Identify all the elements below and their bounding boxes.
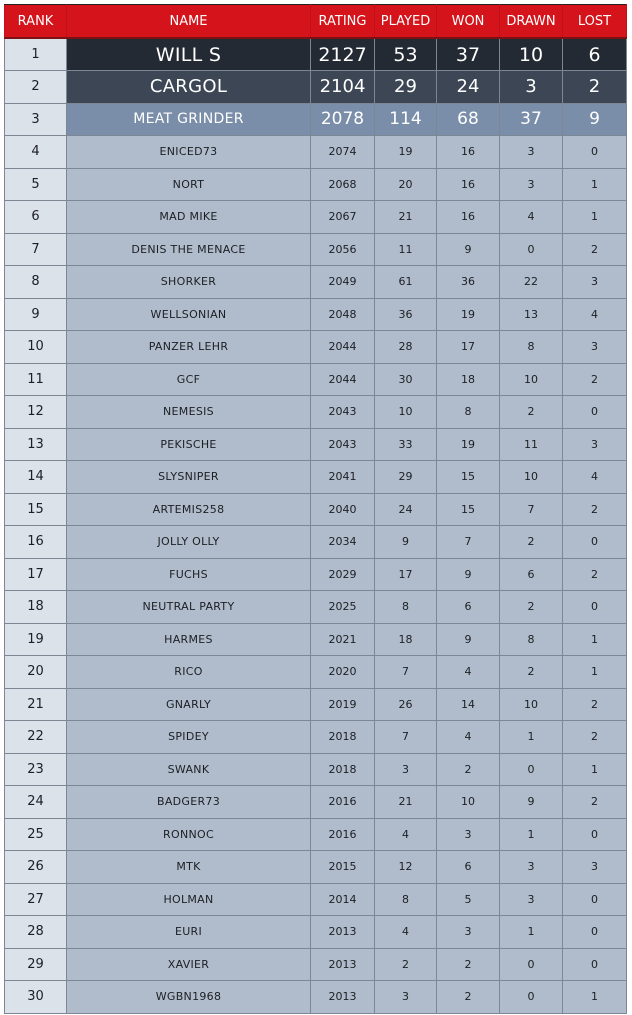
cell-won: 9 <box>437 233 500 266</box>
table-row <box>5 591 627 624</box>
cell-played: 30 <box>375 363 437 396</box>
header-rating[interactable]: RATING <box>311 5 375 39</box>
cell-rating: 2043 <box>311 396 375 429</box>
cell-rank: 23 <box>5 753 67 786</box>
cell-name: PANZER LEHR <box>67 331 311 364</box>
cell-name: PEKISCHE <box>67 428 311 461</box>
cell-won: 3 <box>437 916 500 949</box>
table-row <box>5 526 627 559</box>
table-row <box>5 688 627 721</box>
cell-drawn: 0 <box>500 981 563 1014</box>
cell-played: 7 <box>375 721 437 754</box>
cell-rank: 3 <box>5 103 67 136</box>
cell-lost: 1 <box>563 753 627 786</box>
cell-rank: 14 <box>5 461 67 494</box>
cell-rating: 2013 <box>311 948 375 981</box>
table-row <box>5 298 627 331</box>
cell-name: BADGER73 <box>67 786 311 819</box>
cell-name: ENICED73 <box>67 136 311 169</box>
cell-lost: 2 <box>563 363 627 396</box>
cell-rating: 2044 <box>311 331 375 364</box>
table-row <box>5 396 627 429</box>
cell-name: FUCHS <box>67 558 311 591</box>
cell-won: 24 <box>437 71 500 104</box>
cell-won: 9 <box>437 623 500 656</box>
table-row <box>5 38 627 71</box>
cell-rank: 30 <box>5 981 67 1014</box>
cell-played: 4 <box>375 818 437 851</box>
cell-played: 2 <box>375 948 437 981</box>
cell-played: 21 <box>375 786 437 819</box>
leaderboard-table <box>4 4 627 1014</box>
cell-lost: 4 <box>563 298 627 331</box>
cell-drawn: 1 <box>500 721 563 754</box>
cell-won: 16 <box>437 136 500 169</box>
cell-name: NORT <box>67 168 311 201</box>
cell-rank: 27 <box>5 883 67 916</box>
cell-rating: 2067 <box>311 201 375 234</box>
cell-won: 8 <box>437 396 500 429</box>
cell-rank: 11 <box>5 363 67 396</box>
cell-lost: 1 <box>563 656 627 689</box>
cell-played: 61 <box>375 266 437 299</box>
cell-rating: 2049 <box>311 266 375 299</box>
cell-won: 17 <box>437 331 500 364</box>
cell-played: 8 <box>375 883 437 916</box>
cell-played: 3 <box>375 981 437 1014</box>
cell-won: 37 <box>437 38 500 71</box>
cell-rating: 2018 <box>311 753 375 786</box>
cell-lost: 0 <box>563 136 627 169</box>
cell-rank: 28 <box>5 916 67 949</box>
cell-won: 6 <box>437 851 500 884</box>
cell-rank: 1 <box>5 38 67 71</box>
table-row <box>5 851 627 884</box>
cell-lost: 6 <box>563 38 627 71</box>
cell-name: SPIDEY <box>67 721 311 754</box>
cell-lost: 0 <box>563 948 627 981</box>
cell-name: HARMES <box>67 623 311 656</box>
header-played[interactable]: PLAYED <box>375 5 437 39</box>
table-row <box>5 753 627 786</box>
cell-rating: 2025 <box>311 591 375 624</box>
cell-lost: 1 <box>563 168 627 201</box>
cell-rating: 2015 <box>311 851 375 884</box>
cell-rank: 20 <box>5 656 67 689</box>
cell-lost: 0 <box>563 396 627 429</box>
cell-rating: 2127 <box>311 38 375 71</box>
table-row <box>5 428 627 461</box>
cell-drawn: 0 <box>500 753 563 786</box>
table-row <box>5 201 627 234</box>
table-row <box>5 818 627 851</box>
cell-rating: 2056 <box>311 233 375 266</box>
cell-name: RICO <box>67 656 311 689</box>
leaderboard-body <box>5 38 627 1013</box>
cell-name: SHORKER <box>67 266 311 299</box>
cell-won: 2 <box>437 753 500 786</box>
cell-name: RONNOC <box>67 818 311 851</box>
cell-won: 14 <box>437 688 500 721</box>
cell-played: 20 <box>375 168 437 201</box>
cell-lost: 0 <box>563 916 627 949</box>
table-row <box>5 363 627 396</box>
cell-rating: 2021 <box>311 623 375 656</box>
table-row <box>5 883 627 916</box>
cell-rating: 2044 <box>311 363 375 396</box>
cell-drawn: 13 <box>500 298 563 331</box>
cell-won: 15 <box>437 461 500 494</box>
cell-drawn: 10 <box>500 461 563 494</box>
header-won[interactable]: WON <box>437 5 500 39</box>
cell-played: 3 <box>375 753 437 786</box>
cell-won: 36 <box>437 266 500 299</box>
cell-drawn: 3 <box>500 851 563 884</box>
cell-played: 21 <box>375 201 437 234</box>
cell-lost: 2 <box>563 71 627 104</box>
cell-rating: 2029 <box>311 558 375 591</box>
cell-lost: 2 <box>563 493 627 526</box>
cell-rating: 2043 <box>311 428 375 461</box>
cell-rating: 2041 <box>311 461 375 494</box>
cell-rating: 2013 <box>311 981 375 1014</box>
cell-drawn: 10 <box>500 363 563 396</box>
cell-won: 16 <box>437 201 500 234</box>
cell-rank: 4 <box>5 136 67 169</box>
cell-drawn: 10 <box>500 38 563 71</box>
cell-lost: 0 <box>563 883 627 916</box>
cell-lost: 0 <box>563 818 627 851</box>
cell-lost: 2 <box>563 558 627 591</box>
table-row <box>5 103 627 136</box>
cell-rank: 24 <box>5 786 67 819</box>
cell-name: GNARLY <box>67 688 311 721</box>
cell-lost: 3 <box>563 428 627 461</box>
cell-lost: 3 <box>563 851 627 884</box>
cell-drawn: 1 <box>500 818 563 851</box>
cell-name: XAVIER <box>67 948 311 981</box>
cell-lost: 0 <box>563 526 627 559</box>
table-row <box>5 168 627 201</box>
cell-won: 10 <box>437 786 500 819</box>
cell-rating: 2020 <box>311 656 375 689</box>
cell-lost: 1 <box>563 201 627 234</box>
cell-rating: 2068 <box>311 168 375 201</box>
table-row <box>5 981 627 1014</box>
cell-name: SWANK <box>67 753 311 786</box>
cell-won: 19 <box>437 428 500 461</box>
cell-drawn: 2 <box>500 526 563 559</box>
cell-lost: 2 <box>563 233 627 266</box>
cell-rating: 2013 <box>311 916 375 949</box>
cell-drawn: 37 <box>500 103 563 136</box>
cell-lost: 1 <box>563 981 627 1014</box>
cell-drawn: 4 <box>500 201 563 234</box>
cell-name: HOLMAN <box>67 883 311 916</box>
cell-won: 9 <box>437 558 500 591</box>
cell-won: 2 <box>437 981 500 1014</box>
cell-name: NEMESIS <box>67 396 311 429</box>
cell-rank: 10 <box>5 331 67 364</box>
cell-lost: 2 <box>563 688 627 721</box>
cell-rank: 17 <box>5 558 67 591</box>
cell-drawn: 7 <box>500 493 563 526</box>
cell-played: 19 <box>375 136 437 169</box>
cell-played: 36 <box>375 298 437 331</box>
cell-drawn: 22 <box>500 266 563 299</box>
cell-name: JOLLY OLLY <box>67 526 311 559</box>
table-row <box>5 786 627 819</box>
cell-name: CARGOL <box>67 71 311 104</box>
cell-rating: 2048 <box>311 298 375 331</box>
cell-name: SLYSNIPER <box>67 461 311 494</box>
cell-drawn: 6 <box>500 558 563 591</box>
cell-drawn: 11 <box>500 428 563 461</box>
cell-rank: 29 <box>5 948 67 981</box>
cell-rank: 22 <box>5 721 67 754</box>
cell-played: 28 <box>375 331 437 364</box>
header-row <box>5 5 627 39</box>
cell-won: 19 <box>437 298 500 331</box>
cell-played: 9 <box>375 526 437 559</box>
cell-played: 12 <box>375 851 437 884</box>
cell-rank: 12 <box>5 396 67 429</box>
cell-name: WELLSONIAN <box>67 298 311 331</box>
cell-played: 18 <box>375 623 437 656</box>
cell-won: 5 <box>437 883 500 916</box>
cell-rating: 2014 <box>311 883 375 916</box>
cell-played: 8 <box>375 591 437 624</box>
cell-lost: 3 <box>563 266 627 299</box>
cell-lost: 2 <box>563 721 627 754</box>
cell-drawn: 0 <box>500 948 563 981</box>
cell-rating: 2074 <box>311 136 375 169</box>
cell-rank: 2 <box>5 71 67 104</box>
cell-played: 10 <box>375 396 437 429</box>
cell-rank: 6 <box>5 201 67 234</box>
cell-won: 2 <box>437 948 500 981</box>
cell-won: 15 <box>437 493 500 526</box>
cell-name: GCF <box>67 363 311 396</box>
cell-drawn: 3 <box>500 168 563 201</box>
cell-drawn: 0 <box>500 233 563 266</box>
cell-won: 18 <box>437 363 500 396</box>
cell-played: 17 <box>375 558 437 591</box>
cell-drawn: 3 <box>500 136 563 169</box>
table-row <box>5 136 627 169</box>
cell-won: 16 <box>437 168 500 201</box>
header-lost[interactable]: LOST <box>563 5 627 39</box>
header-drawn[interactable]: DRAWN <box>500 5 563 39</box>
table-row <box>5 461 627 494</box>
cell-rating: 2040 <box>311 493 375 526</box>
cell-lost: 2 <box>563 786 627 819</box>
cell-won: 4 <box>437 721 500 754</box>
cell-rating: 2018 <box>311 721 375 754</box>
cell-played: 33 <box>375 428 437 461</box>
cell-played: 29 <box>375 71 437 104</box>
cell-rating: 2104 <box>311 71 375 104</box>
cell-rating: 2016 <box>311 818 375 851</box>
cell-drawn: 9 <box>500 786 563 819</box>
cell-drawn: 3 <box>500 71 563 104</box>
cell-won: 68 <box>437 103 500 136</box>
cell-rank: 21 <box>5 688 67 721</box>
cell-rank: 19 <box>5 623 67 656</box>
header-rank[interactable]: RANK <box>5 5 67 39</box>
table-row <box>5 266 627 299</box>
cell-rank: 26 <box>5 851 67 884</box>
cell-name: MTK <box>67 851 311 884</box>
cell-drawn: 2 <box>500 591 563 624</box>
cell-drawn: 3 <box>500 883 563 916</box>
cell-name: WGBN1968 <box>67 981 311 1014</box>
leaderboard-header <box>5 5 627 39</box>
cell-won: 7 <box>437 526 500 559</box>
cell-played: 26 <box>375 688 437 721</box>
cell-rank: 13 <box>5 428 67 461</box>
cell-played: 53 <box>375 38 437 71</box>
cell-lost: 3 <box>563 331 627 364</box>
cell-played: 7 <box>375 656 437 689</box>
cell-rank: 7 <box>5 233 67 266</box>
cell-played: 114 <box>375 103 437 136</box>
cell-drawn: 1 <box>500 916 563 949</box>
cell-drawn: 2 <box>500 656 563 689</box>
cell-name: WILL S <box>67 38 311 71</box>
cell-played: 29 <box>375 461 437 494</box>
cell-won: 6 <box>437 591 500 624</box>
cell-rank: 5 <box>5 168 67 201</box>
cell-name: MEAT GRINDER <box>67 103 311 136</box>
cell-drawn: 8 <box>500 623 563 656</box>
cell-rank: 18 <box>5 591 67 624</box>
cell-lost: 4 <box>563 461 627 494</box>
cell-played: 24 <box>375 493 437 526</box>
cell-rank: 8 <box>5 266 67 299</box>
table-row <box>5 331 627 364</box>
cell-rank: 9 <box>5 298 67 331</box>
table-row <box>5 71 627 104</box>
cell-rating: 2016 <box>311 786 375 819</box>
header-name[interactable]: NAME <box>67 5 311 39</box>
cell-played: 4 <box>375 916 437 949</box>
cell-name: EURI <box>67 916 311 949</box>
table-row <box>5 948 627 981</box>
table-row <box>5 558 627 591</box>
cell-lost: 1 <box>563 623 627 656</box>
cell-name: DENIS THE MENACE <box>67 233 311 266</box>
cell-name: ARTEMIS258 <box>67 493 311 526</box>
table-row <box>5 233 627 266</box>
cell-rating: 2034 <box>311 526 375 559</box>
cell-rating: 2019 <box>311 688 375 721</box>
cell-lost: 9 <box>563 103 627 136</box>
table-row <box>5 493 627 526</box>
table-row <box>5 623 627 656</box>
table-row <box>5 916 627 949</box>
cell-name: MAD MIKE <box>67 201 311 234</box>
cell-name: NEUTRAL PARTY <box>67 591 311 624</box>
cell-drawn: 10 <box>500 688 563 721</box>
cell-rank: 16 <box>5 526 67 559</box>
cell-rank: 15 <box>5 493 67 526</box>
cell-drawn: 8 <box>500 331 563 364</box>
cell-played: 11 <box>375 233 437 266</box>
table-row <box>5 656 627 689</box>
cell-lost: 0 <box>563 591 627 624</box>
cell-rank: 25 <box>5 818 67 851</box>
cell-won: 3 <box>437 818 500 851</box>
cell-rating: 2078 <box>311 103 375 136</box>
table-row <box>5 721 627 754</box>
cell-drawn: 2 <box>500 396 563 429</box>
cell-won: 4 <box>437 656 500 689</box>
